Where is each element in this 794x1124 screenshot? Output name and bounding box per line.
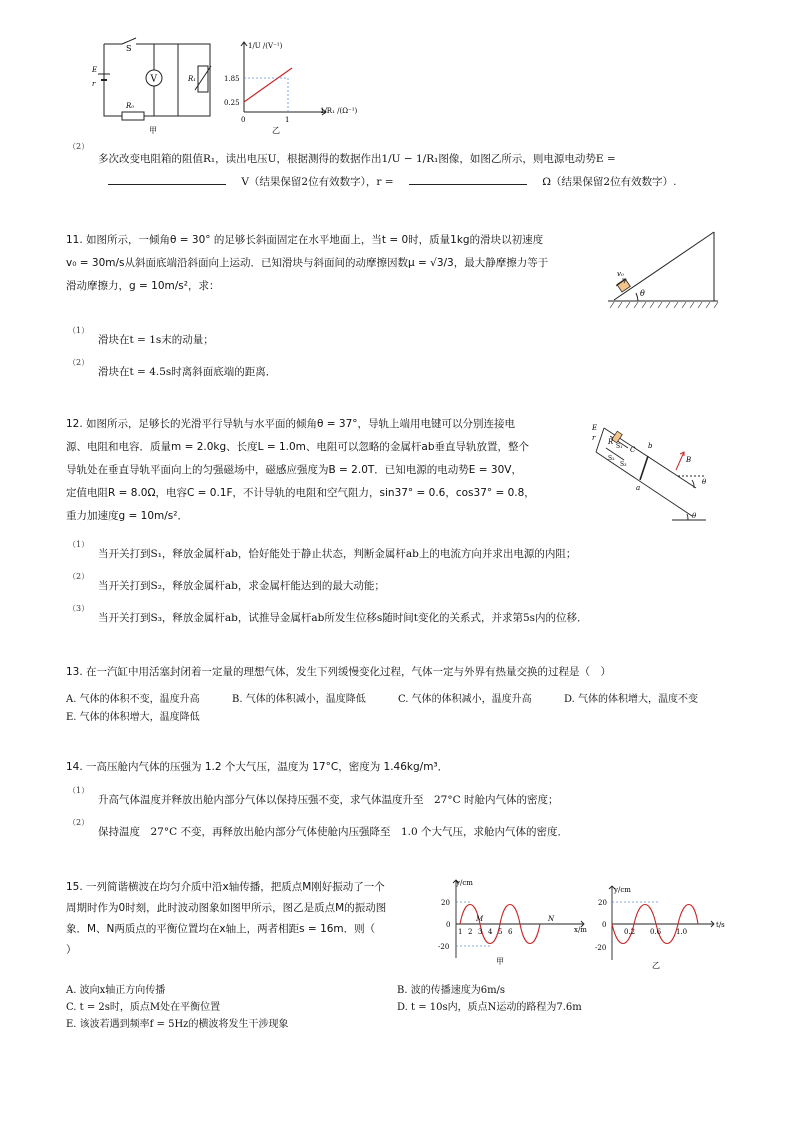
graph-y0-tick: 0.25 [224,99,240,107]
q15-option-a[interactable]: A. 波向x轴正方向传播 [66,985,166,996]
rail-S3-label: S₃ [620,461,627,468]
fig-yi-caption: 乙 [272,126,280,135]
graph-x-axis-label: 1/R₁ /(Ω⁻¹) [320,107,358,115]
q10-sub2-line2 [108,174,676,189]
jia-x-tick-3: 3 [478,928,483,936]
q15-option-c[interactable]: C. t = 2s时，质点M处在平衡位置 [66,1002,221,1013]
r0-label: R₀ [126,102,135,110]
q11-sub2-number: （2） [68,358,90,367]
graph-yi [222,36,362,136]
jia-y-label: y/cm [456,879,473,887]
jia-y-tick-20: 20 [441,899,450,907]
q14-sub1-text: 升高气体温度并释放出舱内部分气体以保持压强不变，求气体温度升至 27°C 时舱内气体的密度； [98,794,559,806]
jia-y-tick-neg20: -20 [438,943,450,951]
q11-sub1-text: 滑块在t = 1s末的动量； [98,334,214,346]
q13-option-b[interactable]: B. 气体的体积减小，温度降低 [232,694,366,705]
q11-stem-line1: 11. 如图所示，一倾角θ = 30° 的足够长斜面固定在水平地面上，当t = 0时，质量1kg的滑块以初速度 [66,234,544,246]
graph-y-axis-label: 1/U /(V⁻¹) [248,42,283,50]
q12-sub3-number: （3） [68,604,90,613]
q14-sub2-text: 保持温度 27°C 不变，再释放出舱内部分气体使舱内压强降至 1.0 个大气压，求舱内气体的密度． [98,826,569,838]
rail-b-label: b [648,442,653,450]
yi-y-tick-0: 0 [602,921,607,929]
q10-unit-v: V（结果保留2位有效数字），r = [241,176,394,188]
jia-y-tick-0: 0 [446,921,451,929]
q12-stem-line3: 导轨处在垂直导轨平面向上的匀强磁场中，磁感应强度为B = 2.0T．已知电源的电动势E = 30V， [66,464,522,476]
jia-caption: 甲 [496,957,504,966]
r-answer-blank[interactable] [409,174,527,185]
jia-x-tick-6: 6 [508,928,513,936]
rail-S1-label: S₁ [616,443,623,450]
q12-sub3-text: 当开关打到S₃，释放金属杆ab，试推导金属杆ab所发生位移s随时间t变化的关系式，并求第5s内的位移． [98,612,588,624]
rail-C-label: C [630,446,636,454]
q15-option-e[interactable]: E. 该波若遇到频率f = 5Hz的横波将发生干涉现象 [66,1019,289,1030]
jia-x-label: x/m [574,926,587,934]
emf-label: E [92,66,98,74]
circuit-diagram-jia [92,36,222,136]
yi-y-tick-neg20: -20 [595,944,607,952]
q13-option-d[interactable]: D. 气体的体积增大，温度不变 [564,694,699,705]
incline-figure [600,226,730,312]
q14-sub2-number: （2） [68,818,90,827]
fig-jia-caption: 甲 [149,126,157,135]
q15-stem-line1: 15. 一列简谐横波在均匀介质中沿x轴传播，把质点M刚好振动了一个 [66,881,385,893]
rail-E-label: E [592,424,598,432]
yi-x-label: t/s [716,921,725,929]
q15-stem-line4: ） [66,944,77,956]
q15-stem-line3: 象．M、N两质点的平衡位置均在x轴上，两者相距s = 16m．则（ [66,923,376,935]
q11-sub1-number: （1） [68,326,90,335]
q12-stem-line1: 12. 如图所示，足够长的光滑平行导轨与水平面的倾角θ = 37°，导轨上端用电键可以分别连接电 [66,418,516,430]
graph-x0-tick: 0 [241,116,246,124]
q11-sub2-text: 滑块在t = 4.5s时离斜面底端的距离． [98,366,277,378]
switch-label: S [126,44,132,53]
q11-stem-line3: 滑动摩擦力，g = 10m/s²，求： [66,280,220,292]
yi-x-tick-10: 1.0 [676,928,688,936]
q11-stem-line2: v₀ = 30m/s从斜面底端沿斜面向上运动．已知滑块与斜面间的动摩擦因数μ = √3/3，最大静摩擦力等于 [66,257,549,269]
jia-M-label: M [476,915,484,923]
graph-x1-tick: 1 [285,116,290,124]
rail-theta1-label: θ [702,478,707,486]
rail-figure [588,418,718,528]
rail-S2-label: S₂ [608,455,615,462]
resistance-box-label: R₁ [188,75,197,83]
voltmeter-label: V [150,74,157,85]
yi-x-tick-06: 0.6 [650,928,662,936]
wave-graph-jia [436,876,596,966]
v0-label: v₀ [617,270,624,278]
rail-B-label: B [686,456,692,464]
jia-x-tick-4: 4 [488,928,493,936]
q10-unit-ohm: Ω（结果保留2位有效数字）. [542,176,677,188]
q12-stem-line4: 定值电阻R = 8.0Ω，电容C = 0.1F，不计导轨的电阻和空气阻力，sin37° = 0.6，cos37° = 0.8， [66,487,535,499]
graph-y1-tick: 1.85 [224,75,240,83]
yi-y-tick-20: 20 [598,899,607,907]
q12-sub1-number: （1） [68,540,90,549]
rail-r-label: r [592,434,596,442]
jia-x-tick-5: 5 [498,928,503,936]
yi-caption: 乙 [652,961,660,970]
q10-sub2-number: （2） [68,142,90,151]
yi-y-label: y/cm [614,886,631,894]
q13-option-e[interactable]: E. 气体的体积增大，温度降低 [66,712,200,723]
q15-option-d[interactable]: D. t = 10s内，质点N运动的路程为7.6m [397,1002,582,1013]
jia-x-tick-1: 1 [458,928,463,936]
q13-option-c[interactable]: C. 气体的体积减小，温度升高 [398,694,532,705]
yi-x-tick-02: 0.2 [624,928,636,936]
jia-N-label: N [548,915,555,923]
q13-stem: 13. 在一汽缸中用活塞封闭着一定量的理想气体，发生下列缓慢变化过程，气体一定与外界有热量交换的过程是（ ） [66,666,612,678]
q12-stem-line2: 源、电阻和电容．质量m = 2.0kg、长度L = 1.0m、电阻可以忽略的金属杆ab垂直导轨放置，整个 [66,441,529,453]
q14-stem: 14. 一高压舱内气体的压强为 1.2 个大气压，温度为 17°C，密度为 1.46kg/m³． [66,761,449,773]
rail-a-label: a [636,484,641,492]
emf-answer-blank[interactable] [108,174,226,185]
q12-sub1-text: 当开关打到S₁，释放金属杆ab，恰好能处于静止状态，判断金属杆ab上的电流方向并求出电源的内阻； [98,548,577,560]
q12-sub2-number: （2） [68,572,90,581]
rail-theta2-label: θ [692,512,697,520]
q10-sub2-line1: 多次改变电阻箱的阻值R₁，读出电压U，根据测得的数据作出1/U − 1/R₁图像，如图乙所示，则电源电动势E = [98,153,616,165]
q15-option-b[interactable]: B. 波的传播速度为6m/s [397,985,506,996]
rail-R-label: R [608,438,614,446]
q12-stem-line5: 重力加速度g = 10m/s²． [66,510,188,522]
wave-graph-yi [592,882,742,972]
q15-stem-line2: 周期时作为0时刻，此时波动图象如图甲所示，图乙是质点M的振动图 [66,902,387,914]
jia-x-tick-2: 2 [468,928,473,936]
theta-label: θ [640,289,645,298]
q12-sub2-text: 当开关打到S₂，释放金属杆ab，求金属杆能达到的最大动能； [98,580,385,592]
internal-r-label: r [92,80,96,88]
q14-sub1-number: （1） [68,786,90,795]
q13-option-a[interactable]: A. 气体的体积不变，温度升高 [66,694,200,705]
